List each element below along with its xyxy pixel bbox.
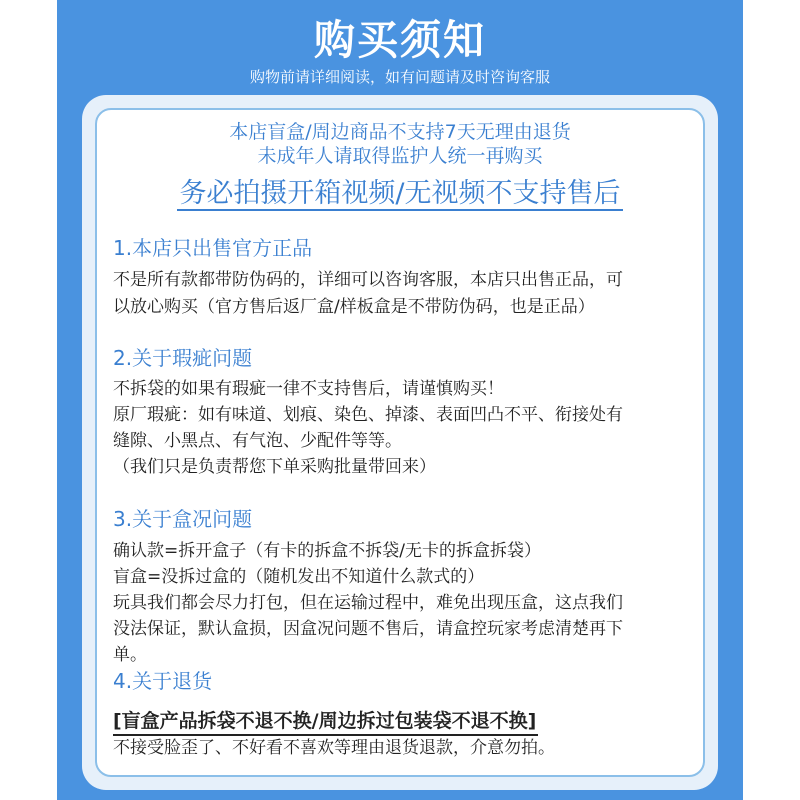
section-2-line-2: 原厂瑕疵：如有味道、划痕、染色、掉漆、表面凹凸不平、衔接处有 <box>113 405 623 425</box>
section-3-line-1: 确认款=拆开盒子（有卡的拆盒不拆袋/无卡的拆盒拆袋） <box>113 541 541 561</box>
section-2-line-4: （我们只是负责帮您下单采购批量带回来） <box>113 457 436 477</box>
section-3-title: 3.关于盒况问题 <box>113 507 253 531</box>
section-2-line-3: 缝隙、小黑点、有气泡、少配件等等。 <box>113 431 402 451</box>
section-4-line-1: 不接受脸歪了、不好看不喜欢等理由退货退款，介意勿拍。 <box>113 738 555 758</box>
page-subtitle: 购物前请详细阅读，如有问题请及时咨询客服 <box>249 68 550 86</box>
notice-line-2: 未成年人请取得监护人统一再购买 <box>257 145 543 167</box>
notice-line-1: 本店盲盒/周边商品不支持7天无理由退货 <box>229 121 571 143</box>
section-1-line-1: 不是所有款都带防伪码的，详细可以咨询客服，本店只出售正品，可 <box>113 270 623 290</box>
section-3-line-5: 单。 <box>113 645 147 665</box>
notice-poster <box>57 0 743 800</box>
section-4-title: 4.关于退货 <box>113 669 213 693</box>
section-3-line-2: 盲盒=没拆过盒的（随机发出不知道什么款式的） <box>113 567 485 587</box>
section-2-title: 2.关于瑕疵问题 <box>113 346 253 370</box>
content-panel <box>95 108 705 777</box>
section-1-title: 1.本店只出售官方正品 <box>113 236 313 260</box>
section-3-line-4: 没法保证，默认盒损，因盒况问题不售后，请盒控玩家考虑清楚再下 <box>113 619 623 639</box>
no-return-rule: [盲盒产品拆袋不退不换/周边拆过包装袋不退不换] <box>113 708 538 736</box>
section-1-line-2: 以放心购买（官方售后返厂盒/样板盒是不带防伪码，也是正品） <box>113 297 595 317</box>
video-requirement-text: 务必拍摄开箱视频/无视频不支持售后 <box>179 178 621 209</box>
video-requirement-banner <box>97 176 703 212</box>
section-2-line-1: 不拆袋的如果有瑕疵一律不支持售后，请谨慎购买！ <box>113 379 504 399</box>
content-card <box>82 95 718 790</box>
section-3-line-3: 玩具我们都会尽力打包，但在运输过程中，难免出现压盒，这点我们 <box>113 593 623 613</box>
page-title: 购买须知 <box>314 16 486 64</box>
